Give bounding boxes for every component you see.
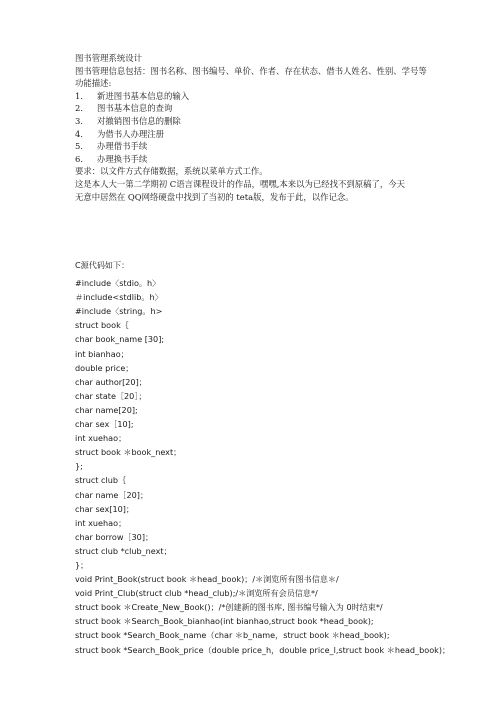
intro-section [75, 52, 435, 203]
list-number: 2． [75, 103, 89, 114]
code-line: int xuehao； [75, 433, 127, 444]
code-line: struct book *Search_Book_price（double price_h，double price_l,struct book ＊head_book)； [75, 644, 451, 655]
code-line: #include〈string。h> [75, 306, 163, 317]
code-line: struct book *Search_Book_name（char ＊b_name，struct book ＊head_book); [75, 630, 390, 641]
code-line: char name[20]; [75, 404, 138, 415]
list-text: 办理换书手续 [97, 153, 148, 164]
list-number: 5． [75, 141, 89, 152]
code-line: char state［20］； [75, 390, 147, 401]
code-line: int xuehao； [75, 517, 127, 528]
doc-title: 图书管理系统设计 [75, 53, 142, 63]
requirement-text: 要求：以文件方式存储数据，系统以菜单方式工作。 [75, 166, 268, 177]
list-number: 6． [75, 153, 89, 164]
code-line: struct club *club_next； [75, 545, 172, 556]
list-item [75, 90, 435, 103]
list-item [75, 115, 435, 128]
note-line: 这是本人大一第二学期初 C语言课程设计的作品，嘿嘿,本来以为已经找不到原稿了，今天 [75, 178, 405, 189]
code-heading: C源代码如下： [75, 260, 130, 270]
function-label: 功能描述: [75, 78, 112, 89]
list-text: 为借书人办理注册 [97, 128, 164, 139]
info-paragraph: 图书管理信息包括：图书名称、图书编号、单价、作者、存在状态、借书人姓名、性别、学号等 [75, 65, 427, 76]
code-line: char borrow［30]； [75, 531, 154, 542]
code-line: struct club｛ [75, 475, 127, 486]
code-line: }； [75, 559, 89, 570]
code-line: #include〈stdio。h〉 [75, 278, 161, 289]
code-line: ＃include<stdlib。h〉 [75, 292, 163, 303]
code-line: struct book｛ [75, 320, 129, 331]
note-line: 无意中居然在 QQ网络硬盘中找到了当初的 teta版，发布于此，以作记念。 [75, 191, 354, 202]
list-item [75, 128, 435, 141]
code-line: struct book ＊Create_New_Book()；/*创建新的图书库, 图书编号输入为 0时结束*/ [75, 602, 383, 613]
code-line: }; [75, 461, 83, 472]
code-line: double price； [75, 362, 134, 373]
code-line: char book_name [30]; [75, 334, 165, 345]
code-section [75, 258, 465, 657]
code-line: void Print_Club(struct club *head_club);/＊浏览所有会员信息*/ [75, 588, 318, 599]
list-number: 4． [75, 128, 89, 139]
list-number: 1． [75, 90, 89, 101]
code-line: int bianhao； [75, 348, 129, 359]
list-text: 对撤销图书信息的删除 [97, 115, 181, 126]
code-line: char author[20]； [75, 376, 147, 387]
code-line: void Print_Book(struct book ＊head_book)；/＊浏览所有图书信息＊/ [75, 574, 339, 585]
code-line: char sex[10]； [75, 503, 134, 514]
code-line: char sex［10]; [75, 419, 134, 430]
list-text: 图书基本信息的查询 [97, 103, 173, 114]
code-line: struct book ＊Search_Book_bianhao(int bianhao,struct book *head_book); [75, 616, 374, 627]
code-line: struct book ＊book_next； [75, 447, 182, 458]
list-item [75, 140, 435, 153]
list-item [75, 102, 435, 115]
code-line: char name［20]； [75, 489, 149, 500]
list-text: 办理借书手续 [97, 141, 148, 152]
list-item [75, 153, 435, 166]
list-number: 3． [75, 115, 89, 126]
list-text: 新进图书基本信息的输入 [97, 90, 190, 101]
